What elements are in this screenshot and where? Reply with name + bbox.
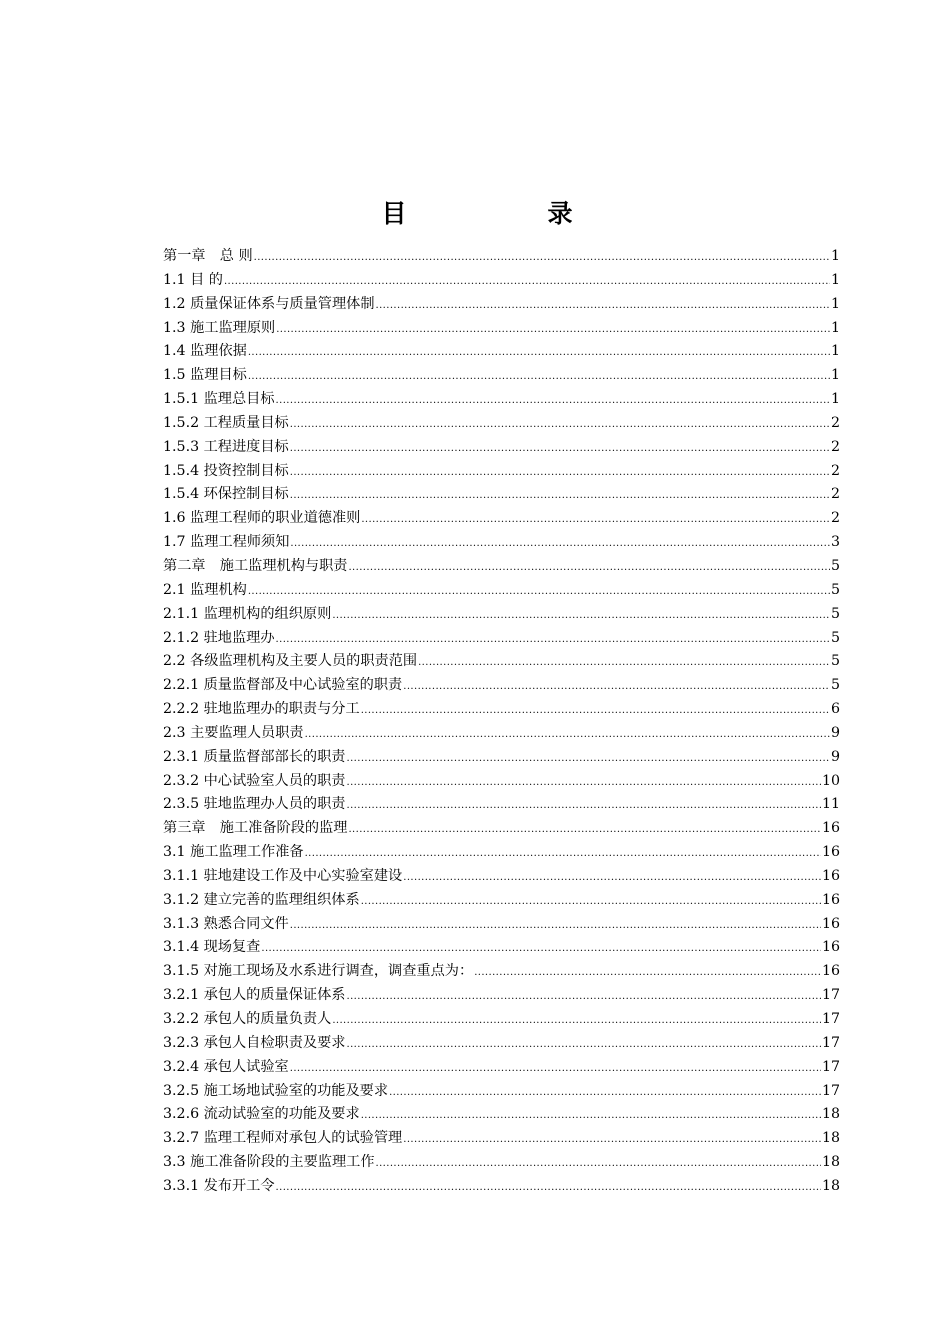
toc-dot-leader: [418, 651, 830, 675]
toc-dot-leader: [290, 1057, 821, 1081]
toc-entry-label: 2.2.1 质量监督部及中心试验室的职责: [163, 677, 403, 694]
toc-entry[interactable]: [163, 340, 840, 364]
toc-dot-leader: [347, 985, 821, 1009]
toc-entry[interactable]: [163, 436, 840, 460]
toc-dot-leader: [347, 771, 821, 795]
toc-entry-page-number: 16: [821, 867, 840, 884]
toc-entry-page-number: 9: [830, 748, 840, 765]
toc-entry-page-number: 5: [830, 653, 840, 670]
toc-entry-page-number: 2: [830, 486, 840, 503]
toc-entry-label: 1.5.4 环保控制目标: [163, 486, 289, 503]
toc-entry-label: 2.1 监理机构: [163, 581, 247, 598]
toc-entry[interactable]: [163, 841, 840, 865]
toc-entry-page-number: 1: [830, 319, 840, 336]
toc-entry-label: 1.5.1 监理总目标: [163, 391, 275, 408]
toc-entry-page-number: 1: [830, 343, 840, 360]
toc-dot-leader: [290, 914, 821, 938]
toc-entry-label: 2.3.5 驻地监理办人员的职责: [163, 796, 346, 813]
toc-dot-leader: [403, 1128, 821, 1152]
toc-entry-label: 3.2.3 承包人自检职责及要求: [163, 1034, 346, 1051]
toc-entry[interactable]: [163, 722, 840, 746]
toc-dot-leader: [332, 1009, 821, 1033]
toc-entry[interactable]: [163, 793, 840, 817]
toc-entry[interactable]: [163, 984, 840, 1008]
toc-dot-leader: [248, 341, 830, 365]
toc-entry[interactable]: [163, 579, 840, 603]
toc-dot-leader: [348, 818, 820, 842]
toc-entry[interactable]: [163, 245, 840, 269]
toc-entry[interactable]: [163, 1008, 840, 1032]
toc-entry-page-number: 1: [830, 295, 840, 312]
toc-dot-leader: [290, 437, 830, 461]
toc-dot-leader: [248, 580, 830, 604]
toc-dot-leader: [276, 1176, 821, 1200]
toc-entry[interactable]: [163, 1175, 840, 1199]
toc-entry-label: 3.2.7 监理工程师对承包人的试验管理: [163, 1130, 403, 1147]
toc-entry-page-number: 18: [821, 1154, 840, 1171]
toc-entry-page-number: 16: [821, 915, 840, 932]
toc-entry-label: 2.3.2 中心试验室人员的职责: [163, 772, 346, 789]
toc-entry-label: 3.1 施工监理工作准备: [163, 844, 304, 861]
toc-entry-page-number: 1: [830, 271, 840, 288]
toc-dot-leader: [347, 747, 830, 771]
toc-entry-page-number: 2: [830, 510, 840, 527]
toc-entry-page-number: 5: [830, 605, 840, 622]
toc-entry-page-number: 5: [830, 581, 840, 598]
toc-entry-label: 1.4 监理依据: [163, 343, 247, 360]
toc-dot-leader: [290, 413, 830, 437]
toc-dot-leader: [347, 1033, 821, 1057]
toc-title: 目 录: [381, 199, 631, 228]
toc-entry-page-number: 2: [830, 438, 840, 455]
toc-entry-label: 3.1.2 建立完善的监理组织体系: [163, 891, 360, 908]
toc-entry[interactable]: [163, 674, 840, 698]
toc-dot-leader: [290, 484, 830, 508]
toc-entry[interactable]: [163, 960, 840, 984]
toc-entry[interactable]: [163, 746, 840, 770]
toc-dot-leader: [361, 508, 830, 532]
toc-entry-page-number: 16: [821, 844, 840, 861]
toc-dot-leader: [276, 318, 830, 342]
toc-entry[interactable]: [163, 555, 840, 579]
toc-dot-leader: [305, 842, 821, 866]
toc-entry-label: 1.6 监理工程师的职业道德准则: [163, 510, 361, 527]
toc-dot-leader: [376, 1152, 821, 1176]
toc-entry[interactable]: [163, 1103, 840, 1127]
toc-entry-page-number: 5: [830, 677, 840, 694]
toc-entry-page-number: 16: [821, 891, 840, 908]
toc-entry[interactable]: [163, 913, 840, 937]
toc-entry-label: 2.3.1 质量监督部部长的职责: [163, 748, 346, 765]
toc-entry[interactable]: [163, 889, 840, 913]
toc-entry-label: 3.3 施工准备阶段的主要监理工作: [163, 1154, 375, 1171]
toc-entry-label: 1.7 监理工程师须知: [163, 534, 290, 551]
toc-entry-label: 2.2.2 驻地监理办的职责与分工: [163, 701, 360, 718]
toc-dot-leader: [332, 604, 830, 628]
toc-entry[interactable]: [163, 1080, 840, 1104]
toc-dot-leader: [361, 699, 830, 723]
toc-entry-page-number: 2: [830, 414, 840, 431]
toc-entry-label: 1.3 施工监理原则: [163, 319, 276, 336]
toc-dot-leader: [347, 794, 821, 818]
toc-entry-page-number: 1: [830, 248, 840, 264]
toc-entry[interactable]: [163, 770, 840, 794]
toc-entry-page-number: 17: [821, 1011, 840, 1027]
toc-dot-leader: [376, 294, 830, 318]
toc-entry[interactable]: [163, 483, 840, 507]
toc-entry-label: 1.2 质量保证体系与质量管理体制: [163, 295, 375, 312]
toc-entry-label: 1.1 目 的: [163, 271, 223, 288]
toc-entry-label: 3.2.4 承包人试验室: [163, 1058, 289, 1075]
toc-dot-leader: [254, 246, 830, 270]
toc-entry-page-number: 10: [821, 772, 840, 789]
toc-entry[interactable]: [163, 1032, 840, 1056]
toc-entry[interactable]: [163, 1056, 840, 1080]
toc-entry-label: 1.5.2 工程质量目标: [163, 414, 289, 431]
toc-entry-label: 3.1.1 驻地建设工作及中心实验室建设: [163, 867, 403, 884]
toc-entry[interactable]: [163, 293, 840, 317]
toc-entry[interactable]: [163, 269, 840, 293]
toc-entry-page-number: 5: [830, 557, 840, 574]
toc-entry-page-number: 18: [821, 1106, 840, 1123]
toc-entry[interactable]: [163, 936, 840, 960]
toc-entry-label: 3.2.2 承包人的质量负责人: [163, 1011, 332, 1027]
toc-entry[interactable]: [163, 1151, 840, 1175]
toc-entry-label: 3.1.3 熟悉合同文件: [163, 915, 289, 932]
toc-entry-page-number: 2: [830, 462, 840, 479]
toc-entry[interactable]: [163, 627, 840, 651]
toc-dot-leader: [276, 628, 830, 652]
toc-dot-leader: [248, 365, 830, 389]
toc-entry-page-number: 1: [830, 391, 840, 408]
toc-dot-leader: [403, 866, 821, 890]
toc-dot-leader: [403, 675, 830, 699]
toc-dot-leader: [261, 937, 821, 961]
toc-entry-label: 1.5 监理目标: [163, 367, 247, 384]
toc-dot-leader: [290, 532, 830, 556]
toc-entry-page-number: 11: [821, 796, 840, 813]
toc-entry-label: 3.1.5 对施工现场及水系进行调查，调查重点为：: [163, 963, 474, 980]
toc-entry[interactable]: [163, 1127, 840, 1151]
toc-entry[interactable]: [163, 412, 840, 436]
toc-entry-page-number: 18: [821, 1177, 840, 1194]
toc-entry-page-number: 5: [830, 629, 840, 646]
toc-entry-label: 2.2 各级监理机构及主要人员的职责范围: [163, 653, 418, 670]
toc-entry-label: 2.1.1 监理机构的组织原则: [163, 605, 332, 622]
toc-entry-label: 3.1.4 现场复查: [163, 939, 261, 956]
toc-dot-leader: [276, 389, 830, 413]
toc-entry[interactable]: [163, 317, 840, 341]
toc-entry-page-number: 9: [830, 724, 840, 741]
toc-entry-page-number: 16: [821, 963, 840, 980]
toc-dot-leader: [224, 270, 830, 294]
toc-entry-label: 2.1.2 驻地监理办: [163, 629, 275, 646]
toc-entry-label: 3.2.6 流动试验室的功能及要求: [163, 1106, 360, 1123]
toc-dot-leader: [389, 1081, 821, 1105]
toc-dot-leader: [305, 723, 830, 747]
toc-entry-label: 第二章 施工监理机构与职责: [163, 557, 348, 574]
toc-dot-leader: [361, 1104, 821, 1128]
toc-entry-page-number: 18: [821, 1130, 840, 1147]
toc-entry-page-number: 1: [830, 367, 840, 384]
toc-entry-page-number: 17: [821, 987, 840, 1004]
toc-entry-label: 第三章 施工准备阶段的监理: [163, 820, 348, 837]
toc-entry[interactable]: [163, 531, 840, 555]
toc-dot-leader: [348, 556, 830, 580]
toc-entry[interactable]: [163, 865, 840, 889]
toc-entry-page-number: 17: [821, 1034, 840, 1051]
toc-entry[interactable]: [163, 364, 840, 388]
toc-entry-label: 3.3.1 发布开工令: [163, 1177, 275, 1194]
toc-entry-page-number: 16: [821, 939, 840, 956]
toc-entry-label: 2.3 主要监理人员职责: [163, 724, 304, 741]
toc-entry-page-number: 16: [821, 820, 840, 837]
toc-dot-leader: [290, 461, 830, 485]
toc-entry[interactable]: [163, 817, 840, 841]
toc-entry-label: 1.5.4 投资控制目标: [163, 462, 289, 479]
toc-dot-leader: [361, 890, 821, 914]
toc-entry[interactable]: [163, 507, 840, 531]
toc-entry-label: 1.5.3 工程进度目标: [163, 438, 289, 455]
toc-entry-label: 3.2.1 承包人的质量保证体系: [163, 987, 346, 1004]
toc-entry-page-number: 17: [821, 1082, 840, 1099]
toc-entry-page-number: 17: [821, 1058, 840, 1075]
toc-list: [163, 245, 840, 1199]
toc-entry-label: 第一章 总 则: [163, 248, 253, 264]
toc-entry-page-number: 3: [830, 534, 840, 551]
toc-entry[interactable]: [163, 460, 840, 484]
toc-entry[interactable]: [163, 650, 840, 674]
toc-entry[interactable]: [163, 603, 840, 627]
toc-entry-label: 3.2.5 施工场地试验室的功能及要求: [163, 1082, 389, 1099]
toc-entry[interactable]: [163, 698, 840, 722]
toc-entry[interactable]: [163, 388, 840, 412]
toc-dot-leader: [474, 961, 821, 985]
toc-entry-page-number: 6: [830, 701, 840, 718]
